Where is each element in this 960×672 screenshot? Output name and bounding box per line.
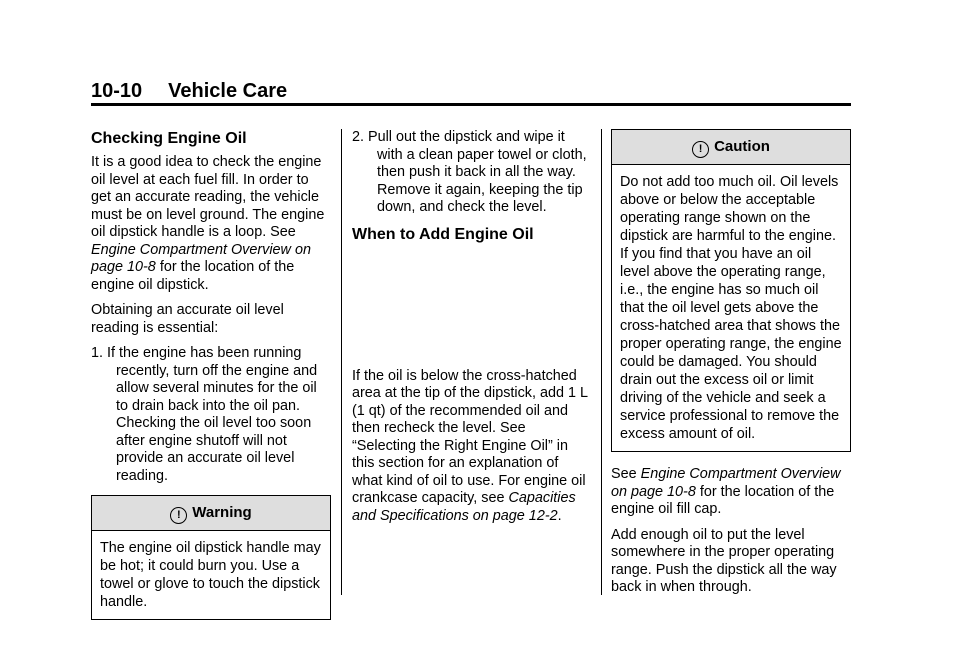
column-left	[91, 129, 331, 620]
warning-box	[91, 495, 331, 620]
add-oil-text: If the oil is below the cross-hatched area at the tip of the dipstick, add 1 L (1 qt) of the recommended oil and then recheck the level. See “Selecting the Right Engine Oil” in this section for an explanation of what kind of oil to use. For engine oil crankcase capacity, see	[352, 367, 588, 506]
intro-text: It is a good idea to check the engine oil level at each fuel fill. In order to get an accurate reading, the vehicle must be on level ground. The engine oil dipstick handle is a loop. See	[91, 154, 325, 240]
warning-header	[92, 496, 330, 531]
intro-text-end: for the location of the engine oil dipstick.	[91, 259, 295, 293]
intro-paragraph	[91, 154, 331, 294]
link-capacities-specifications[interactable]: Capacities and Specifications on page 12-2	[352, 490, 576, 524]
add-enough-oil-paragraph: Add enough oil to put the level somewhere in the proper operating range. Push the dipstick all the way back in when through.	[611, 526, 837, 595]
warning-body: The engine oil dipstick handle may be hot; it could burn you. Use a towel or glove to touch the dipstick handle.	[100, 540, 321, 610]
column-right	[611, 129, 851, 605]
column-divider-1	[341, 129, 342, 595]
see-text: See	[611, 466, 641, 482]
link-engine-compartment-overview-2[interactable]: Engine Compartment Overview on page 10-8	[611, 466, 841, 500]
link-engine-compartment-overview[interactable]: Engine Compartment Overview on page 10-8	[91, 241, 311, 275]
see-paragraph	[611, 466, 851, 519]
caution-header	[612, 130, 850, 165]
accuracy-paragraph: Obtaining an accurate oil level reading is essential:	[91, 302, 284, 336]
column-middle	[352, 129, 590, 533]
caution-circle-icon: !	[692, 141, 709, 158]
caution-label: Caution	[714, 138, 770, 155]
heading-checking-engine-oil: Checking Engine Oil	[91, 130, 247, 147]
section-title: Vehicle Care	[168, 80, 288, 102]
add-oil-text-end: .	[557, 507, 562, 524]
step-1: 1. If the engine has been running recently, turn off the engine and allow several minutes for the oil to drain back into the oil pan. Checking the oil level too soon after engine shutoff will not provide an accurate oil level reading.	[91, 345, 318, 484]
see-text-end: for the location of the engine oil fill cap.	[611, 483, 835, 517]
heading-when-to-add-oil: When to Add Engine Oil	[352, 225, 534, 243]
page-header	[91, 80, 287, 103]
add-oil-paragraph	[352, 368, 590, 526]
illustration-space	[352, 250, 590, 368]
warning-circle-icon: !	[170, 507, 187, 524]
caution-body: Do not add too much oil. Oil levels above or below the acceptable operating range shown on the dipstick are harmful to the engine. If you find that you have an oil level above the operating range, i.e., the engine has so much oil that the oil level gets above the cross-hatched area that shows the proper operating range, the engine could be damaged. You should drain out the excess oil or limit driving of the vehicle and seek a service professional to remove the excess amount of oil.	[620, 174, 842, 442]
caution-box	[611, 129, 851, 452]
header-rule	[91, 103, 851, 106]
column-divider-2	[601, 129, 602, 595]
warning-label: Warning	[192, 504, 252, 521]
page-number: 10-10	[91, 80, 143, 102]
step-2: 2. Pull out the dipstick and wipe it with a clean paper towel or cloth, then push it back in all the way. Remove it again, keeping the tip down, and check the level.	[352, 129, 587, 215]
